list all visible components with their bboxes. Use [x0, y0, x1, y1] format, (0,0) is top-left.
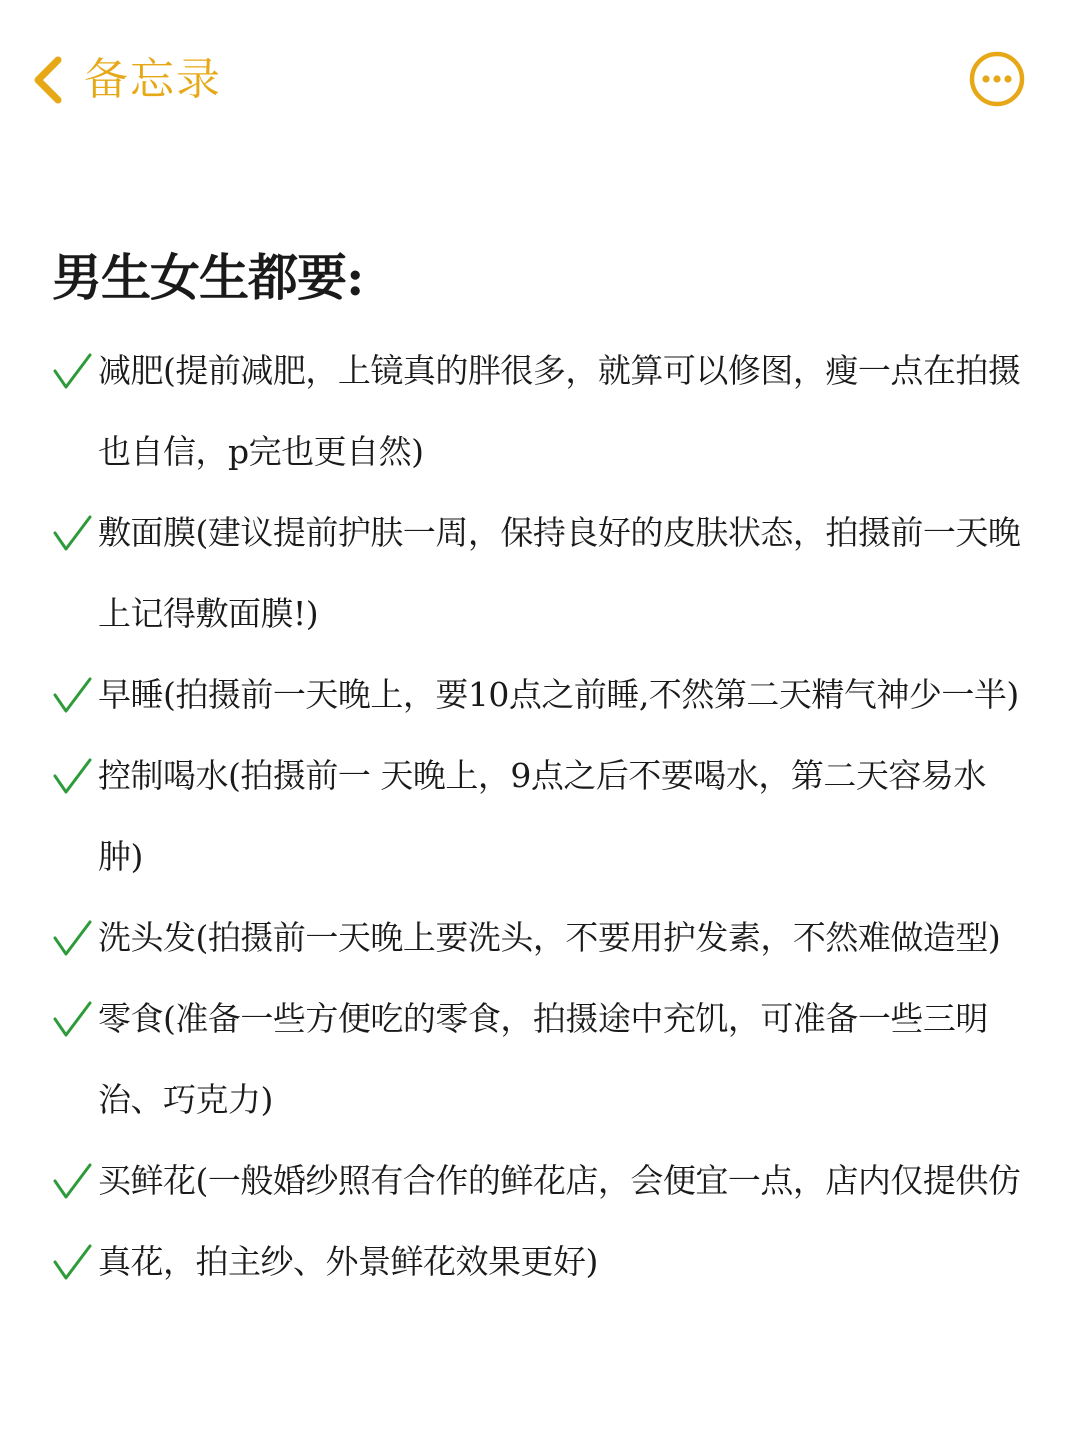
checklist-item [52, 897, 1042, 978]
checklist-item [52, 492, 1042, 654]
checklist-item-text: 零食(准备一些方便吃的零食，拍摄途中充饥，可准备一些三明治、巧克力) [98, 999, 988, 1119]
checkmark-icon [52, 897, 98, 978]
checklist-item-text: 洗头发(拍摄前一天晚上要洗头，不要用护发素，不然难做造型) [98, 918, 1001, 957]
checklist-item-text: 真花，拍主纱、外景鲜花效果更好) [98, 1242, 598, 1281]
checkmark-icon [52, 330, 98, 411]
checklist-item-text: 控制喝水(拍摄前一 天晚上，9点之后不要喝水，第二天容易水肿) [98, 756, 986, 876]
checklist-item [52, 1140, 1042, 1221]
checkmark-icon [52, 1221, 98, 1302]
checkmark-icon [52, 735, 98, 816]
more-ellipsis-icon [968, 50, 1026, 108]
navigation-bar [0, 0, 1080, 160]
checklist-item [52, 978, 1042, 1140]
checkmark-icon [52, 978, 98, 1059]
checklist-item-text: 敷面膜(建议提前护肤一周，保持良好的皮肤状态，拍摄前一天晚上记得敷面膜!) [98, 513, 1021, 633]
back-button[interactable] [28, 48, 222, 112]
checkmark-icon [52, 492, 98, 573]
back-label: 备忘录 [84, 54, 222, 105]
more-options-button[interactable] [968, 50, 1026, 108]
checklist-item-text: 早睡(拍摄前一天晚上，要10点之前睡,不然第二天精气神少一半) [98, 675, 1019, 714]
checklist-item [52, 1221, 1042, 1302]
checklist-item [52, 654, 1042, 735]
checklist-item [52, 330, 1042, 492]
checklist-item-text: 买鲜花(一般婚纱照有合作的鲜花店，会便宜一点，店内仅提供仿 [98, 1161, 1021, 1200]
checklist-item [52, 735, 1042, 897]
checkmark-icon [52, 1140, 98, 1221]
checkmark-icon [52, 654, 98, 735]
chevron-left-icon [28, 50, 68, 110]
checklist [52, 330, 1042, 1302]
note-heading: 男生女生都要: [52, 248, 364, 307]
note-content [52, 238, 1042, 1302]
checklist-item-text: 减肥(提前减肥，上镜真的胖很多，就算可以修图，瘦一点在拍摄也自信，p完也更自然) [98, 351, 1021, 471]
